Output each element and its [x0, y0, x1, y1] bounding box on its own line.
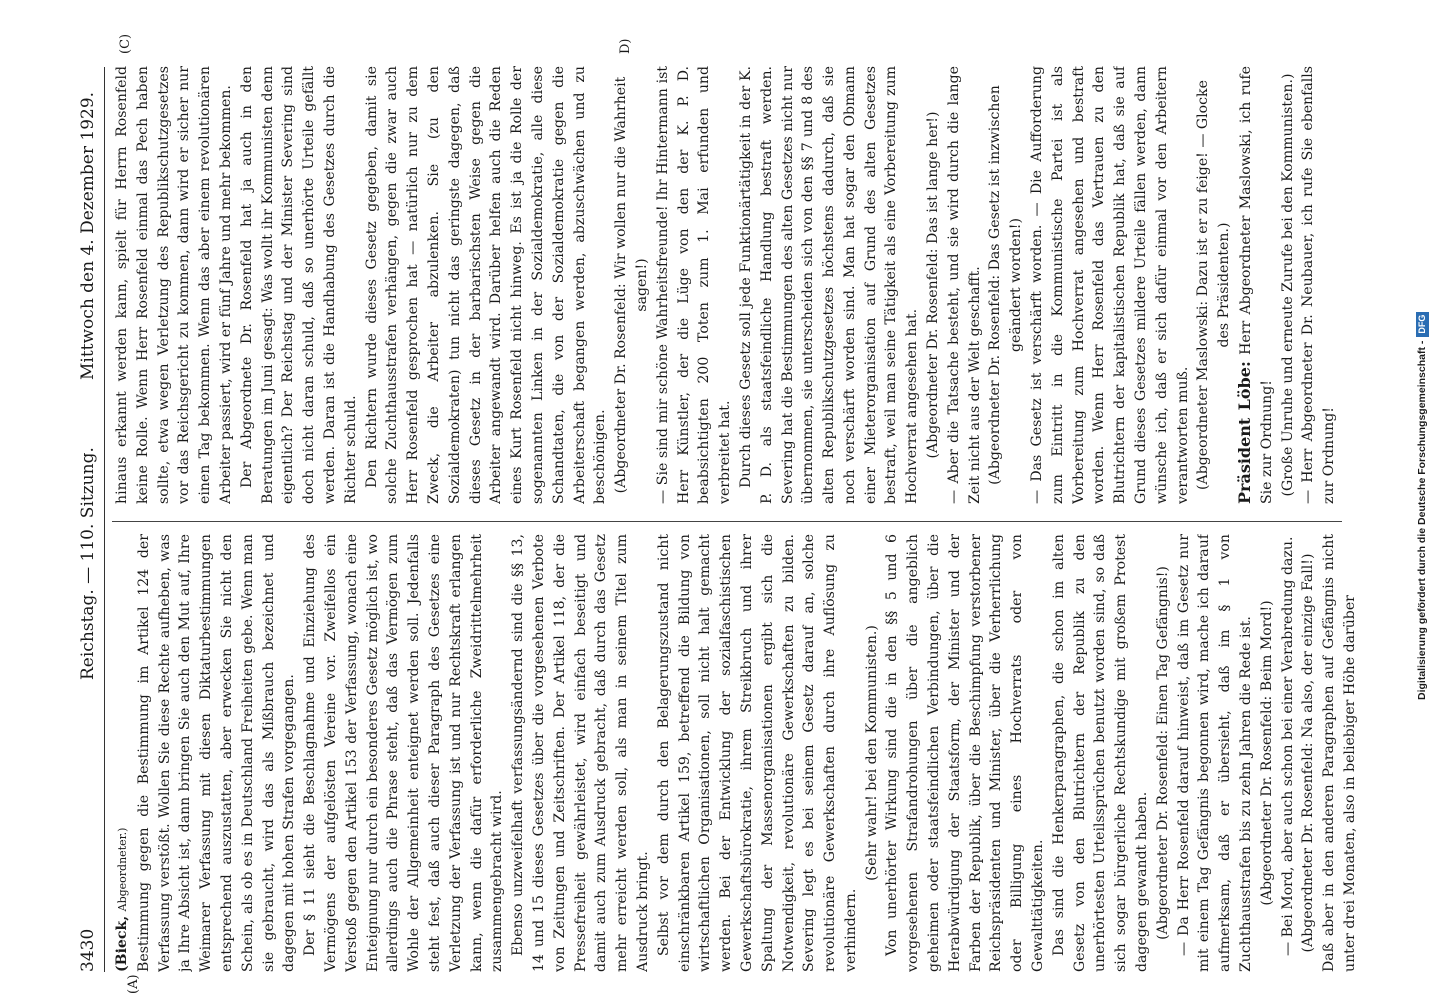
interjection: (Große Unruhe und erneute Zurufe bei den Kommunisten.) [1279, 73, 1296, 497]
interjection: (Abgeordneter Dr. Rosenfeld: Wir wollen nur die Wahrheit sagen!) [613, 76, 650, 494]
header-title: Reichstag. — 110. Sitzung. [78, 447, 98, 680]
paragraph: — Aber die Tatsache besteht, und sie wird durch die lange Zeit nicht aus der Welt geschafft. [945, 66, 983, 504]
paragraph: Von unerhörter Wirkung sind die in den §§ 5 und 6 vorgesehenen Strafandrohungen über die angeblich geheimen oder staatsfeindlichen Verbindungen, über die Herabwürdigung der Staatsform, der Minister und der Farben der Republik, über die Beschimpfung verstorbener Reichspräsidenten und Minister, über die Verherrlichung oder Billigung eines Hochverrats oder von Gewalttätigkeiten. [884, 534, 1047, 972]
right-column [112, 66, 1372, 504]
paragraph: — Das Gesetz ist verschärft worden. — Die Aufforderung zum Eintritt in die Kommunistische Partei ist als Vorbereitung zum Hochverrat angesehen und bestraft worden. Wenn Herr Rosenfeld das Vertrauen zu den Blutrichtern der kapitalistischen Republik hat, daß sie auf Grund dieses Gesetzes mildere Urteile fällen werden, dann wünsche ich, daß er sich dafür einmal vor den Arbeitern verantworten muß. [1029, 66, 1191, 504]
speaker-role: Abgeordneter.) [116, 827, 129, 912]
paragraph: Daß aber in den anderen Paragraphen auf Gefängnis nicht unter drei Monaten, also in beliebiger Höhe darüber [1321, 534, 1359, 972]
paragraph: Der § 11 sieht die Beschlagnahme und Einziehung des Vermögens der aufgelösten Vereine vor. Zweifellos ein Verstoß gegen den Artikel 153 der Verfassung, wonach eine Enteignung nur durch ein besonderes Gesetz möglich ist, wo allerdings auch die Phrase steht, daß das Vermögen zum Wohle der Allgemeinheit enteignet werden soll. Jedenfalls steht fest, daß auch dieser Paragraph des Gesetzes eine Verletzung der Verfassung ist und nur Rechtskraft erlangen kann, wenn die dafür erforderliche Zweidrittelmehrheit zusammengebracht wird. [302, 534, 506, 972]
interjection: (Abgeordneter Dr. Rosenfeld: Das Gesetz ist inzwischen geändert worden!) [987, 85, 1025, 485]
paragraph: — Bei Mord, aber auch schon bei einer Verabredung dazu. [1279, 536, 1296, 956]
margin-mark-d: D) [618, 38, 633, 54]
running-header [78, 60, 104, 980]
paragraph: Das sind die Henkerparagraphen, die schon im alten Gesetz von den Blutrichtern der Republik zu den unerhörtesten Urteilssprüchen benutzt worden sind, so daß sich sogar bürgerliche Rechtskundige mit großem Protest dagegen gewandt haben. [1050, 534, 1151, 972]
footer-text: Digitalisierung gefördert durch die Deutsche Forschungsgemeinschaft - [1416, 340, 1428, 700]
column-rule [112, 521, 1342, 522]
president-text: Herr Abgeordneter Maslowski, ich rufe Sie zur Ordnung! [1238, 66, 1275, 504]
left-column [112, 534, 1372, 972]
paragraph: Der Abgeordnete Dr. Rosenfeld hat ja auch in den Beratungen im Juni gesagt: Was wollt ihr Kommunisten denn eigentlich? Der Reichstag und der Minister Severing sind doch nicht daran schuld, daß so unerhörte Urteile gefällt werden. Daran ist die Handhabung des Gesetzes durch die Richter schuld. [238, 66, 359, 504]
paragraph: — Herr Abgeordneter Dr. Neubauer, ich rufe Sie ebenfalls zur Ordnung! [1300, 66, 1338, 504]
paragraph: Ebenso unzweifelhaft verfassungsändernd sind die §§ 13, 14 und 15 dieses Gesetzes über die vorgesehenen Verbote von Zeitungen und Zeitschriften. Der Artikel 118, der die Pressefreiheit gewährleistet, wird einfach beseitigt und damit auch zum Ausdruck gebracht, daß durch das Gesetz mehr erreicht werden soll, als man in seinem Titel zum Ausdruck bringt. [510, 534, 651, 972]
paragraph: — Sie sind mir schöne Wahrheitsfreunde! Ihr Hintermann ist Herr Künstler, der die Lüge von den der K. P. D. beabsichtigten 200 Toten zum 1. Mai erfunden und verbreitet hat. [654, 66, 734, 504]
paragraph: Selbst vor dem durch den Belagerungszustand nicht einschränkbaren Artikel 159, betreffend die Bildung von wirtschaftlichen Organisationen, soll nicht halt gemacht werden. Bei der Entwicklung der sozialfaschistischen Gewerkschaftsbürokratie, ihrem Streikbruch und ihrer Spaltung der Massenorganisationen ergibt sich die Notwendigkeit, revolutionäre Gewerkschaften zu bilden. Severing legt es bei seinem Gesetz darauf an, solche revolutionäre Gewerkschaften durch ihre Auflösung zu verhindern. [655, 534, 859, 972]
page-content [78, 33, 1378, 994]
speaker-heading [112, 534, 134, 972]
paragraph: hinaus erkannt werden kann, spielt für Herrn Rosenfeld keine Rolle. Wenn Herr Rosenfeld einmal das Pech haben sollte, etwa wegen Verletzung des Republikschutzgesetzes vor das Reichsgericht zu kommen, dann wird er sicher nur einen Tag bekommen. Wenn das aber einem revolutionären Arbeiter passiert, wird er fünf Jahre und mehr bekommen. [114, 66, 234, 504]
header-rule [104, 67, 105, 972]
footer-credit [1412, 0, 1432, 700]
president-statement [1235, 66, 1278, 504]
margin-mark-a: (A) [126, 974, 141, 994]
dfg-logo: DFG [1416, 312, 1429, 337]
margin-mark-c: (C) [118, 33, 133, 54]
interjection: (Abgeordneter Dr. Rosenfeld: Beim Mord!) [1258, 600, 1275, 906]
interjection: (Abgeordneter Maslowski: Dazu ist er zu feige! — Glocke des Präsidenten.) [1195, 80, 1233, 490]
interjection: (Abgeordneter Dr. Rosenfeld: Na also, der einzige Fall!) [1300, 553, 1317, 953]
page-number: 3430 [78, 928, 98, 972]
interjection: (Abgeordneter Dr. Rosenfeld: Das ist lange her!) [925, 111, 942, 459]
paragraph: — Da Herr Rosenfeld darauf hinweist, daß im Gesetz nur mit einem Tag Gefängnis begonnen wird, mache ich darauf aufmerksam, daß er übersieht, daß im § 1 von Zuchthausstrafen bis zu zehn Jahren die Rede ist. [1175, 534, 1255, 972]
speaker-name: (Bieck, [114, 915, 130, 972]
paragraph: Den Richtern wurde dieses Gesetz gegeben, damit sie solche Zuchthausstrafen verhängen, gegen die zwar auch Herr Rosenfeld gesprochen hat — natürlich nur zu dem Zweck, die Arbeiter abzulenken. Sie (zu den Sozialdemokraten) tun nicht das geringste dagegen, daß dieses Gesetz in der barbarischsten Weise gegen die Arbeiter angewandt wird. Darüber helfen auch die Reden eines Kurt Rosenfeld nicht hinweg. Es ist ja die Rolle der sogenannten Linken in der Sozialdemokratie, alle diese Schandtaten, die von der Sozialdemokratie gegen die Arbeiterschaft begangen werden, abzuschwächen und zu beschönigen. [363, 66, 609, 504]
header-date: Mittwoch den 4. Dezember 1929. [78, 91, 98, 380]
interjection: (Sehr wahr! bei den Kommunisten.) [863, 625, 880, 881]
paragraph: Durch dieses Gesetz soll jede Funktionärtätigkeit in der K. P. D. als staatsfeindliche Handlung bestraft werden. Severing hat die Bestimmungen des alten Gesetzes nicht nur übernommen, sie unterscheiden sich von den §§ 7 und 8 des alten Republikschutzgesetzes höchstens dadurch, daß sie noch verschärft worden sind. Man hat sogar den Obmann einer Mieterorganisation auf Grund des alten Gesetzes bestraft, weil man seine Tätigkeit als eine Vorbereitung zum Hochverrat angesehen hat. [737, 66, 921, 504]
president-label: Präsident Löbe: [1235, 361, 1255, 504]
dfg-footer [1412, 0, 1432, 1000]
paragraph: Bestimmung gegen die Bestimmung im Artikel 124 der Verfassung verstößt. Wollen Sie diese Rechte aufheben, was ja Ihre Absicht ist, dann bringen Sie auch den Mut auf, Ihre Weimarer Verfassung mit diesen Diktaturbestimmungen entsprechend auszustatten, aber erwecken Sie nicht den Schein, als ob es in Deutschland Freiheiten gebe. Wenn man sie gebraucht, wird das als Mißbrauch bezeichnet und dagegen mit hohen Strafen vorgegangen. [135, 534, 298, 972]
interjection: (Abgeordneter Dr. Rosenfeld: Einen Tag Gefängnis!) [1154, 566, 1171, 940]
